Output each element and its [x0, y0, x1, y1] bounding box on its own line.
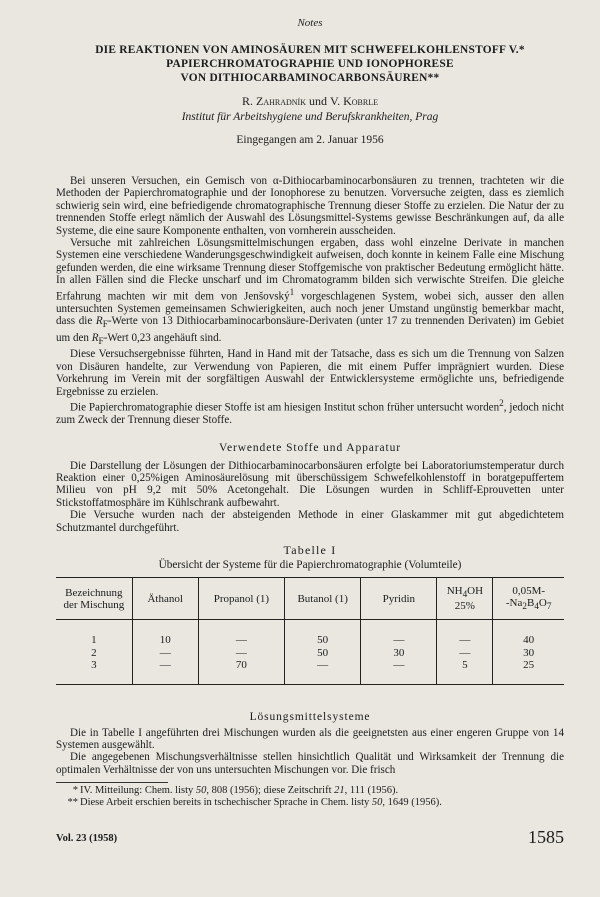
col-pyridin-cells	[361, 620, 437, 685]
header-subscript: 7	[546, 601, 552, 612]
col-pyridin: Pyridin	[361, 577, 437, 619]
header-text: OH	[467, 584, 484, 597]
title-line-3: VON DITHIOCARBAMINOCARBONSÄUREN**	[180, 72, 440, 84]
table-cell: 50	[317, 646, 329, 659]
table-cell: —	[235, 646, 247, 659]
received-date: Eingegangen am 2. Januar 1956	[236, 134, 384, 146]
rf-symbol: R	[91, 331, 99, 344]
text-run: Diese Arbeit erschien bereits in tschechischer Sprache in Chem. listy	[80, 797, 372, 809]
institute: Institut für Arbeitshygiene und Berufskrankheiten, Prag	[181, 111, 439, 123]
table-cell: 3	[91, 659, 97, 672]
section-solvents	[56, 727, 564, 777]
volume-number: 50	[195, 785, 207, 797]
systems-table	[56, 577, 564, 685]
table-cell: —	[459, 634, 471, 647]
paragraph	[56, 398, 564, 427]
paragraph: Diese Versuchsergebnisse führten, Hand in Hand mit der Tatsache, dass es sich um die Trennung von Salzen von Disäuren handelte, zur Verwendung von Papieren, die mit einem Puffer imprägniert wurden. Diese Vorkehrung im Verein mit der sorgfältigen Auswahl der Entwicklersysteme ermöglichte uns, befriedigende Ergebnisse zu erzielen.	[56, 348, 564, 398]
table-cell: —	[317, 659, 329, 672]
paragraph: Bei unseren Versuchen, ein Gemisch von α-Dithiocarbaminocarbonsäuren zu trennen, trachteten wir die Methoden der Papierchromatographie und der Ionophorese zu benutzen. Vorversuche zeigten, dass es ziemlich schwierig sein wird, eine befriedigende chromatographische Trennung dieser Stoffe zu erzielen. Die Natur der zu trennenden Stoffe erlegt nämlich der Auswahl des Lösungsmittel-Systems gewisse Beschränkungen auf, da alle Systeme, die eine saure Komponente enthalten, von vornherein ausscheiden.	[56, 175, 564, 237]
col-nh4oh	[437, 577, 493, 619]
table-cell: —	[159, 659, 171, 672]
rf-subscript: F	[98, 337, 104, 347]
title-line-2: PAPIERCHROMATOGRAPHIE UND IONOPHORESE	[166, 58, 454, 70]
paragraph: Die in Tabelle I angeführten drei Mischungen wurden als die geeignetsten aus einer engeren Gruppe von 14 Systemen ausgewählt.	[56, 726, 564, 752]
text-run: , 808 (1956); diese Zeitschrift	[206, 785, 335, 797]
table-cell: —	[459, 646, 471, 659]
table-cell: —	[393, 659, 405, 672]
table-cell: 30	[393, 646, 405, 659]
col-mixture-cells	[56, 620, 132, 685]
text-run: , 111 (1956).	[344, 785, 399, 797]
volume-info: Vol. 23 (1958)	[56, 833, 118, 844]
table-cell: 25	[523, 659, 535, 672]
col-borax-cells	[493, 620, 564, 685]
paragraph: Die Darstellung der Lösungen der Dithiocarbaminocarbonsäuren erfolgte bei Laboratoriumstemperatur durch Reaktion einer 0,25%igen Aminosäurelösung mit überschüssigem Schwefelkohlenstoff in boratgepuffertem Milieu von pH 9,2 mit 50% Acetongehalt. Die Lösungen wurden in Schliff-Eprouvetten unter Stickstoffatmosphäre im Kühlschrank aufbewahrt.	[56, 459, 564, 509]
table-cell: 1	[91, 634, 97, 647]
table-cell: 30	[523, 646, 535, 659]
header-text: 25%	[454, 600, 475, 613]
footnote-ref: 1	[289, 287, 295, 298]
header-subscript: 4	[462, 589, 468, 600]
authors-conjunction: und	[305, 94, 330, 108]
header-text: NH	[446, 584, 463, 597]
col-butanol-cells	[285, 620, 361, 685]
section-heading: Verwendete Stoffe und Apparatur	[219, 441, 401, 454]
authors	[56, 94, 564, 109]
text-run: -Wert 0,23 angehäuft sind.	[103, 331, 222, 344]
header-text: der Mischung	[63, 598, 125, 611]
footnotes	[56, 785, 564, 809]
table-cell: 5	[462, 659, 468, 672]
volume-number: 21	[334, 785, 345, 797]
table-cell: —	[159, 646, 171, 659]
section-materials	[56, 460, 564, 534]
section-heading: Lösungsmittelsysteme	[249, 710, 371, 723]
header-text: 0,05	[512, 584, 532, 597]
table-cell: 40	[523, 634, 535, 647]
table-title: Tabelle I	[283, 542, 337, 557]
col-mixture	[56, 577, 132, 619]
paragraph: Die Versuche wurden nach der absteigenden Methode in einer Glaskammer mit gut abgedichtetem Schutzmantel durchgeführt.	[56, 509, 564, 534]
author-1: R. Zahradník	[241, 94, 306, 108]
col-ethanol-cells	[132, 620, 198, 685]
header-text: O	[538, 596, 547, 609]
text-run: vorgeschlagenen System, wobei sich, ausser den allen untersuchten Systemen gemeinsamen Schwierigkeiten, auch noch jener Umstand ungünstig bemerkbar macht, dass die	[56, 290, 564, 328]
title-line-1: DIE REAKTIONEN VON AMINOSÄUREN MIT SCHWEFELKOHLENSTOFF V.*	[95, 44, 525, 56]
col-borax	[493, 577, 564, 619]
header-text: B	[526, 596, 535, 609]
col-butanol: Butanol (1)	[285, 577, 361, 619]
running-head: Notes	[297, 17, 323, 29]
table-caption: Übersicht der Systeme für die Papierchromatographie (Volumteile)	[158, 558, 462, 571]
header-subscript: 2	[522, 601, 527, 612]
table-cell: —	[393, 634, 405, 647]
table-cell: 10	[159, 634, 171, 647]
footnote-1	[56, 785, 564, 797]
text-run: , 1649 (1956).	[382, 797, 442, 809]
rf-subscript: F	[102, 320, 108, 331]
author-2: V. Kobrle	[329, 94, 378, 108]
col-propanol-cells	[198, 620, 284, 685]
table-body-row	[56, 620, 564, 685]
table-cell: 70	[235, 659, 247, 672]
text-run: -Werte von 13 Dithiocarbaminocarbonsäure-Derivaten (unter 17 zu trennenden Derivaten) im Gebiet um den	[56, 315, 564, 344]
header-text: M	[531, 584, 542, 597]
col-nh4oh-cells	[437, 620, 493, 685]
col-propanol: Propanol (1)	[198, 577, 284, 619]
header-text: Bezeichnung	[65, 586, 123, 599]
paragraph: Die angegebenen Mischungsverhältnisse stellen hinsichtlich Qualität und Wirksamkeit der Trennung die optimalen Verhältnisse der von uns untersuchten Mischungen vor. Die frisch	[56, 751, 564, 776]
rf-symbol: R	[95, 315, 103, 328]
text-run: , jedoch nicht zum Zweck der Trennung dieser Stoffe.	[56, 401, 565, 427]
footnote-ref: 2	[499, 399, 504, 410]
volume-number: 50	[371, 797, 383, 809]
header-subscript: 4	[534, 601, 539, 612]
table-cell: —	[235, 634, 247, 647]
table-cell: 2	[91, 646, 97, 659]
table-header-row	[56, 577, 564, 619]
article-title	[56, 43, 564, 85]
text-run: Die Papierchromatographie dieser Stoffe ist am hiesigen Institut schon früher untersucht worden	[70, 401, 500, 414]
introduction	[56, 175, 564, 427]
footnote-mark: **	[67, 797, 78, 809]
footnote-2	[56, 797, 564, 809]
page-number: 1585	[528, 827, 564, 847]
text-run: IV. Mitteilung: Chem. listy	[80, 785, 196, 797]
paragraph	[56, 237, 564, 348]
table-cell: 50	[317, 634, 329, 647]
header-text: -	[541, 584, 546, 597]
col-ethanol: Äthanol	[132, 577, 198, 619]
footnote-mark: *	[72, 785, 78, 797]
footnote-rule	[56, 782, 168, 783]
header-text: -Na	[505, 596, 523, 609]
text-run: Versuche mit zahlreichen Lösungsmittelmischungen ergaben, dass wohl einzelne Derivate in manchen Systemen eine verschiedene Wanderungsgeschwindigkeit aufweisen, doch konnte in keinem Falle eine Mischung gefunden werden, die eine wirksame Trennung dieser Stoffgemische von praktischer Bedeutung ermöglicht hätte. In allen Fällen sind die Flecke unscharf und im Chromatogramm bilden sich verwischte Streifen. Die gleiche Erfahrung machten wir mit dem von Jenšovský	[56, 237, 564, 303]
